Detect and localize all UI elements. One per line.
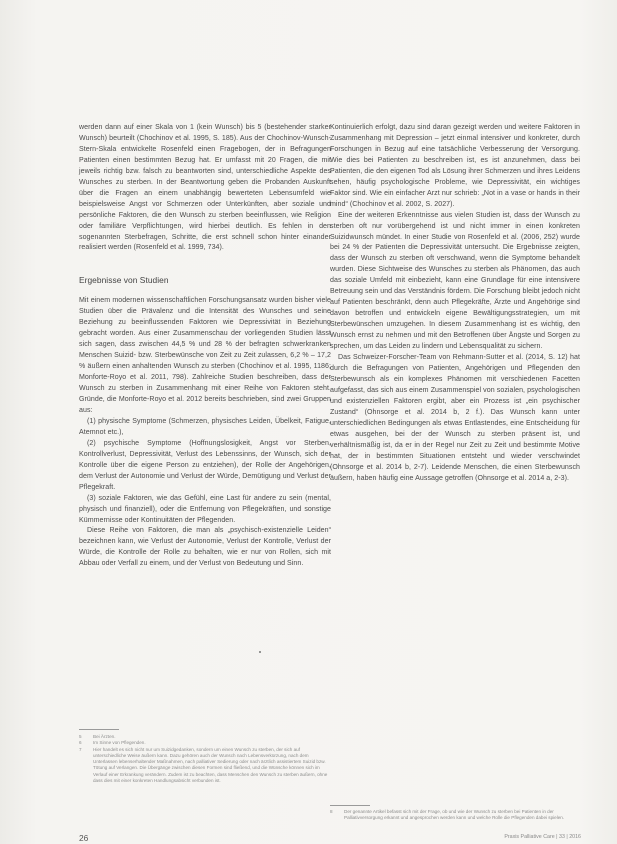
body-paragraph: Mit einem modernen wissenschaftlichen Forschungsansatz wurden bisher viele Studien über die Prävalenz und die Intensität des Wunsches und seine Beziehung zu beeinflussenden Faktoren wie Depressivität in Beziehung gebracht worden. Aus einer Zusammenschau der vorliegenden Studien lässt sich sagen, dass zwischen 44,5 % und 28 % der befragten schwerkranken Menschen Suizid- bzw. Sterbewünsche von Zeit zu Zeit zulassen, 6,2 % – 17,2 % äußern einen anhaltenden Wunsch zu sterben (Chochinov et al. 1995, 1186; Monforte-Royo et al. 2011, 798). Zahlreiche Studien beschreiben, dass der Wunsch zu sterben in Zusammenhang mit einer Reihe von Faktoren steht. Gründe, die Monforte-Royo et al. 2012 bereits beschrieben, sind zwei Gruppen aus: [79,297,331,414]
footnote-rule-left [79,729,119,730]
body-paragraph: Kontinuierlich erfolgt, dazu sind daran gezeigt werden und weitere Faktoren in Zusammenhang mit Depression – jetzt einmal intensiver und konkreter, durch Forschungen in Bezug auf eine tatsächliche Verbesserung der Versorgung. Wie dies bei Patienten zu beschreiben ist, es ist anzunehmen, dass bei Patienten, die den eigenen Tod als Lösung ihrer Schmerzen und ihres Leidens sehen, häufig psychologische Probleme, wie Depressivität, ein wichtiges Faktor sind. Wie ein einfacher Arzt nur schrieb: „Not in a vase or hands in their mind“ (Chochinov et al. 2002, S. 2027). [330,124,580,208]
list-item-social: (3) soziale Faktoren, wie das Gefühl, eine Last für andere zu sein (mental, physisch und finanziell), oder die Entfernung von Pflegekräften, und sonstige Kümmernisse oder Kontinuitäten der Pflegenden. [79,494,331,524]
running-footer: Praxis Palliative Care | 33 | 2016 [504,834,581,840]
body-paragraph: Diese Reihe von Faktoren, die man als „psychisch-existenzielle Leiden“ bezeichnen kann, wie Verlust der Autonomie, Verlust der Kontrolle, Verlust der Würde, die Kontrolle der Rolle zu behalten, wie er nur von Rollen, sich mit Abbau oder Verfall zu einem, und der Verlust von Bedeutung und Sinn. [79,527,331,568]
footnote-rule-right [330,805,370,806]
body-paragraph: Eine der weiteren Erkenntnisse aus vielen Studien ist, dass der Wunsch zu sterben oft nur vorübergehend ist und nicht immer in einen konkreten Suizidwunsch mündet. In einer Studie von Rosenfeld et al. (2006, 252) wurde bei 24 % der Patienten die Depressivität untersucht. Die Ergebnisse zeigten, dass der Wunsch zu sterben oft verschwand, wenn die Symptome behandelt wurden. Diese Sichtweise des Wunsches zu sterben als Phänomen, das auch das soziale Umfeld mit einbezieht, kann eine Grundlage für eine intensivere Betreuung sein und das Verständnis fördern. Die Forschung bleibt jedoch nicht auf Patienten beschränkt, denn auch Pflegekräfte, Ärzte und Angehörige sind davon betroffen und entwickeln eigene Bewältigungsstrategien, um mit Sterbewünschen umzugehen. In diesem Zusammenhang ist es wichtig, den Wunsch ernst zu nehmen und mit den Betroffenen über Ängste und Sorgen zu sprechen, um das Leiden zu lindern und Lebensqualität zu sichern. [330,211,580,351]
body-paragraph: Das Schweizer-Forscher-Team von Rehmann-Sutter et al. (2014, S. 12) hat durch die Befragungen von Patienten, Angehörigen und Pflegenden den Sterbewunsch als ein komplexes Phänomen mit verschiedenen Facetten aufgefasst, das sich aus einem Zusammenspiel von sozialen, psychologischen und existenziellen Faktoren ergibt, aber ein Prozess ist „ein psychischer Zustand“ (Ohnsorge et al. 2014 b, 2 f.). Das Wunsch kann unter unterschiedlichen Bedingungen als etwas Entlastendes, eine Entscheidung für etwas ausgehen, bei der der Wunsch zu sterben präsent ist, und verhältnismäßig ist, da er in der Regel nur Zeit zu Zeit und bestimmte Motive hat, der in bestimmten Situationen entsteht und wieder verschwindet (Ohnsorge et al. 2014 b, 2-7). Leidende Menschen, die einen Sterbewunsch äußern, haben häufig eine Aussage getroffen (Ohnsorge et al. 2014 a, 2-3). [330,354,580,482]
footnote: 6 Im Sinne von Pflegenden. [79,740,146,746]
right-column [330,123,580,484]
footnote: 5 Bei Ärzten. [79,734,116,739]
footnote: 8 Der genannte Artikel befasst sich mit der Frage, ob und wie der Wunsch zu sterben bei Patienten in der Palliativversorgung erkannt und angesprochen werden kann und welche Rolle die Pflegenden dabei spielen. [330,809,565,821]
list-item-physical: (1) physische Symptome (Schmerzen, physisches Leiden, Übelkeit, Fatigue, Atemnot etc.), [79,417,331,436]
footnotes-left [79,734,329,784]
section-heading: Ergebnisse von Studien [79,275,169,286]
page-number: 26 [79,833,89,843]
intro-paragraph: werden dann auf einer Skala von 1 (kein Wunsch) bis 5 (bestehender starker Wunsch) beurteilt (Chochinov et al. 1995, S. 185). Aus der Chochinov-Wunsch-Stern-Skala entwickelte Rosenfeld einen Fragebogen, der in Befragungen Patienten einen bestimmten Bezug hat. Er umfasst mit 20 Fragen, die mit jeweils richtig bzw. falsch zu beantworten sind, unterschiedliche Aspekte des Wunsches zu sterben. In der Beantwortung geben die Probanden Auskunft über die Fragen an einem unabhängig bewerteten Lebensumfeld wie beispielsweise Angst vor Schmerzen oder Unterkünften, aber soziale und persönliche Faktoren, die den Wunsch zu sterben beeinflussen, wie Religion oder familiäre Verpflichtungen, wird hierbei deutlich. Es fehlen in den sogenannten Sterbefragen, Schritte, die erst schnell schon hinter einander realisiert werden (Rosenfeld et al. 1999, 734). [79,124,331,252]
left-column [79,123,331,570]
footnote: 7 Hier handelt es sich nicht nur um Suizidgedanken, sondern um einen Wunsch zu sterben, der sich auf unterschiedliche Weise äußern kann. Dazu gehören auch der Wunsch nach Lebensverkürzung, nach dem Unterlassen lebenserhaltender Maßnahmen, nach palliativer Sedierung oder nach ärztlich assistiertem Suizid bzw. Tötung auf Verlangen. Die Übergänge zwischen diesen Formen sind fließend, und die Wünsche können sich im Verlauf einer Erkrankung verändern. Zudem ist zu beachten, dass Menschen den Wunsch zu sterben äußern, ohne dass dies mit einer konkreten Handlungsabsicht verbunden ist. [79,746,328,784]
list-item-psychological: (2) psychische Symptome (Hoffnungslosigkeit, Angst vor Sterben, Kontrollverlust, Depressivität, Verlust des Lebenssinns, der Wunsch, sich der Kontrolle über die eigene Person zu entziehen), der Rolle der Angehörigen, dem Verlust der Autonomie und Verlust der Würde, Demütigung und Verlust der Pflegekraft. [79,439,331,491]
footnotes-right [330,809,580,822]
decorative-dot [259,651,261,653]
